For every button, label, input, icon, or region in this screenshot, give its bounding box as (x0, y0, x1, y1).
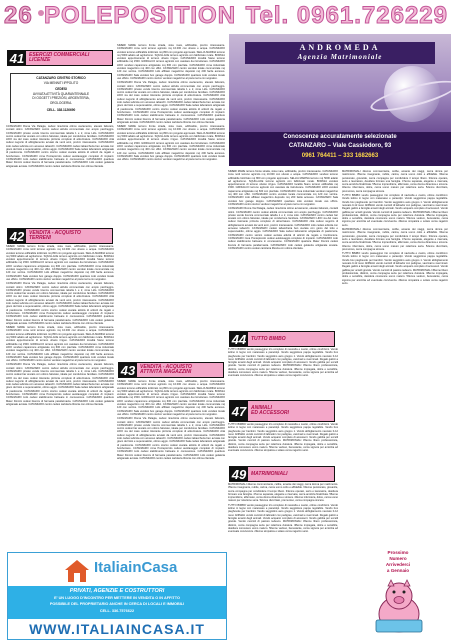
classifieds-column-3a (228, 170, 338, 328)
next-issue-line: Arrivederci (385, 562, 411, 567)
classified-text: SIMERI MARE terreno fronte strada, vista mare, edificabile, prezzo interessante. CATANZARO zona nord terreno agricolo mq 10.000 con uliveto e acqua. CATANZARO vendesi terreno edificabile lottizzato mq 800 con progetto approvato. SELLIA MARINA terreno mq 5000 adatto ad agriturismo. SQUILLACE terreno agricolo con fabbricato rurale. BORGIA vendesi appezzamento di terreno uliveto irriguo. CATANZARO località Siano terreno edificabile mq 1500. GIRIFALCO terreno agricolo con casolare da ristrutturare. CATANZARO LIDO vendesi capannone artigianale mq 600 con piazzale. CATANZARO zona industriale vendesi magazzino mq 400 con uffici. CATANZARO centro vendesi locale commerciale mq 120 con vetrine. CATANZARO Lido affittasi magazzino deposito mq 200 facile accesso. CATANZARO Sala vendesi box garage doppio. CATANZARO quartiere Lido vendesi locale uso ufficio. CATANZARO centro storico vendesi magazzino al piano terra con soppalco. (117, 125, 225, 162)
page-header (0, 0, 454, 30)
andromeda-name: ANDROMEDA (299, 43, 381, 52)
classifieds-column-3c (228, 423, 338, 463)
classified-text: SIMERI MARE terreno fronte strada, vista mare, edificabile, prezzo interessante. CATANZARO zona nord terreno agricolo mq 10.000 con uliveto e acqua. CATANZARO vendesi terreno edificabile lottizzato mq 800 con progetto approvato. SELLIA MARINA terreno mq 5000 adatto ad agriturismo. SQUILLACE terreno agricolo con fabbricato rurale. BORGIA vendesi appezzamento di terreno uliveto irriguo. CATANZARO località Siano terreno edificabile mq 1500. GIRIFALCO terreno agricolo con casolare da ristrutturare. CATANZARO LIDO vendesi capannone artigianale mq 600 con piazzale. CATANZARO zona industriale vendesi magazzino mq 400 con uffici. CATANZARO centro vendesi locale commerciale mq 120 con vetrine. CATANZARO Lido affittasi magazzino deposito mq 200 facile accesso. CATANZARO Sala vendesi box garage doppio. CATANZARO quartiere Lido vendesi locale uso ufficio. CATANZARO centro storico vendesi magazzino al piano terra con soppalco. (117, 44, 225, 80)
next-issue-line: Prossimo (387, 550, 409, 555)
classified-text: TUTTO BIMBO vendo passeggino trio completo di navicella e ovetto, ottime condizioni. Vendo lettino in legno con materasso e paracolpi. Vendo seggiolone pappa regolabile. Vendo box pieghevole per bambini. Vendo seggiolino auto gruppo 1. Vendo abbigliamento neonato 0-12 mesi. ANIMALI vendo cuccioli di labrador con pedigree, vaccinati e sverminati. Regalo gattini a famiglie amanti degli animali. Vendo acquario completo di accessori. Vendo gabbia per uccelli grande. Vendo cuccioli di pastore tedesco. MATRIMONIALI 45enne libero professionista, distinto, cerca compagna seria per relazione duratura. 38enne impiegata, dolce e sensibile, desidera conoscere uomo maturo. 50enne vedovo, benestante, cerca signora per amicizia ed eventuale convivenza. 29enne simpatica e solare cerca ragazzo serio. (342, 194, 448, 227)
classifieds-column-2b (117, 380, 225, 548)
section-header-44 (229, 331, 335, 347)
page-title: POLEPOSITION (44, 2, 237, 29)
andromeda-phone: 0961 764411 – 333 1682663 (301, 153, 379, 159)
section-label: MATRIMONIALI (248, 467, 334, 481)
andromeda-subtitle: Agenzia Matrimoniale (297, 53, 383, 61)
classified-text: SIMERI MARE terreno fronte strada, vista mare, edificabile, prezzo interessante. CATANZARO zona nord terreno agricolo mq 10.000 con uliveto e acqua. CATANZARO vendesi terreno edificabile lottizzato mq 800 con progetto approvato. SELLIA MARINA terreno mq 5000 adatto ad agriturismo. SQUILLACE terreno agricolo con fabbricato rurale. BORGIA vendesi appezzamento di terreno uliveto irriguo. CATANZARO località Siano terreno edificabile mq 1500. GIRIFALCO terreno agricolo con casolare da ristrutturare. CATANZARO LIDO vendesi capannone artigianale mq 600 con piazzale. CATANZARO zona industriale vendesi magazzino mq 400 con uffici. CATANZARO centro vendesi locale commerciale mq 120 con vetrine. CATANZARO Lido affittasi magazzino deposito mq 200 facile accesso. CATANZARO Sala vendesi box garage doppio. CATANZARO quartiere Lido vendesi locale uso ufficio. CATANZARO centro storico vendesi magazzino al piano terra con soppalco. (6, 326, 114, 363)
box-ad-line: AVVIATA ATTIVITÀ QUARANTENNALE (32, 91, 90, 96)
italiaincasa-band-title: PRIVATI, AGENZIE E COSTRUTTORI (69, 588, 165, 594)
section-label: TUTTO BIMBO (248, 332, 334, 346)
italiaincasa-url[interactable]: WWW.ITALIAINCASA.IT (29, 621, 205, 637)
classified-text: SIMERI MARE terreno fronte strada, vista mare, edificabile, prezzo interessante. CATANZARO zona nord terreno agricolo mq 10.000 con uliveto e acqua. CATANZARO vendesi terreno edificabile lottizzato mq 800 con progetto approvato. SELLIA MARINA terreno mq 5000 adatto ad agriturismo. SQUILLACE terreno agricolo con fabbricato rurale. BORGIA vendesi appezzamento di terreno uliveto irriguo. CATANZARO località Siano terreno edificabile mq 1500. GIRIFALCO terreno agricolo con casolare da ristrutturare. CATANZARO LIDO vendesi capannone artigianale mq 600 con piazzale. CATANZARO zona industriale vendesi magazzino mq 400 con uffici. CATANZARO centro vendesi locale commerciale mq 120 con vetrine. CATANZARO Lido affittasi magazzino deposito mq 200 facile accesso. CATANZARO Sala vendesi box garage doppio. CATANZARO quartiere Lido vendesi locale uso ufficio. CATANZARO centro storico vendesi magazzino al piano terra con soppalco. (6, 245, 114, 281)
classified-text: CATANZARO Roma Via Palagia, cedesi ricevitoria ottimo avviamento, elevato fatturato, contatti ottimi. CATANZARO centro cedesi attività commerciale con ampio parcheggio. CATANZARO privato vende licenza commerciale tabella 1 e 2, zona Lido. CATANZARO centro cedesi bar avviato con ottimo fatturato, ideale per conduzione familiare. CATANZARO LIDO via del mare cedesi ristorante pizzeria completo di attrezzature. CATANZARO città cedesi negozio di abbigliamento avviato da venti anni, prezzo interessante. CATANZARO Lido cedesi edicola con annesso tabacchi. CATANZARO cedesi tabaccheria ben avviata con gioco del lotto e superenalotto, ottimo aggio. CATANZARO Sala cedesi laboratorio artigianale di pasticceria. CATANZARO centro storico cedesi avviata attività di articoli da regalo e bomboniere. CATANZARO zona Pontepiccolo cedesi autolavaggio completo di impianti. CATANZARO Lido cedesi stabilimento balneare in concessione. CATANZARO quartiere Mater Domini cedesi licenza di farmacia parafarmacia. CATANZARO Lido cedesi gelateria artigianale avviata. CATANZARO centro cedesi cartoleria libreria con ottima clientela. (117, 417, 225, 460)
classified-text: CATANZARO Roma Via Palagia, cedesi ricevitoria ottimo avviamento, elevato fatturato, contatti ottimi. CATANZARO centro cedesi attività commerciale con ampio parcheggio. CATANZARO privato vende licenza commerciale tabella 1 e 2, zona Lido. CATANZARO centro cedesi bar avviato con ottimo fatturato, ideale per conduzione familiare. CATANZARO LIDO via del mare cedesi ristorante pizzeria completo di attrezzature. CATANZARO città cedesi negozio di abbigliamento avviato da venti anni, prezzo interessante. CATANZARO Lido cedesi edicola con annesso tabacchi. CATANZARO cedesi tabaccheria ben avviata con gioco del lotto e superenalotto, ottimo aggio. CATANZARO Sala cedesi laboratorio artigianale di pasticceria. CATANZARO centro storico cedesi avviata attività di articoli da regalo e bomboniere. CATANZARO zona Pontepiccolo cedesi autolavaggio completo di impianti. CATANZARO Lido cedesi stabilimento balneare in concessione. CATANZARO quartiere Mater Domini cedesi licenza di farmacia parafarmacia. CATANZARO Lido cedesi gelateria artigianale avviata. CATANZARO centro cedesi cartoleria libreria con ottima clientela. (6, 363, 114, 406)
italiaincasa-band-line: CELL. 336.7576622 (99, 609, 135, 613)
box-ad-line: OROLOGERIA. (49, 100, 73, 105)
classifieds-column-3b (228, 348, 338, 398)
italiaincasa-band-line: POSSIBILE DEL PROPRIETARIO ANCHE IN CERCA DI LOCALI E IMMOBILI (49, 602, 185, 606)
classifieds-column-1a (6, 125, 114, 225)
next-issue-box (346, 548, 450, 638)
classified-text: CATANZARO Roma Via Palagia, cedesi ricevitoria ottimo avviamento, elevato fatturato, contatti ottimi. CATANZARO centro cedesi attività commerciale con ampio parcheggio. CATANZARO privato vende licenza commerciale tabella 1 e 2, zona Lido. CATANZARO centro cedesi bar avviato con ottimo fatturato, ideale per conduzione familiare. CATANZARO LIDO via del mare cedesi ristorante pizzeria completo di attrezzature. CATANZARO città cedesi negozio di abbigliamento avviato da venti anni, prezzo interessante. CATANZARO Lido cedesi edicola con annesso tabacchi. CATANZARO cedesi tabaccheria ben avviata con gioco del lotto e superenalotto, ottimo aggio. CATANZARO Sala cedesi laboratorio artigianale di pasticceria. CATANZARO centro storico cedesi avviata attività di articoli da regalo e bomboniere. CATANZARO zona Pontepiccolo cedesi autolavaggio completo di impianti. CATANZARO Lido cedesi stabilimento balneare in concessione. CATANZARO quartiere Mater Domini cedesi licenza di farmacia parafarmacia. CATANZARO Lido cedesi gelateria artigianale avviata. CATANZARO centro cedesi cartoleria libreria con ottima clientela. (228, 207, 338, 250)
classifieds-column-3d (228, 483, 338, 638)
section-label: VENDITA - ACQUISTO TERRENI (26, 229, 112, 243)
andromeda-tagline: Conoscenze accuratamente selezionate (283, 134, 397, 140)
header-phone: Tel. 0961.726229 (245, 2, 448, 29)
box-ad-line: DI OGGETTI PREZIOSI, ARGENTERIA, (32, 96, 90, 101)
classified-text: CATANZARO Roma Via Palagia, cedesi ricevitoria ottimo avviamento, elevato fatturato, contatti ottimi. CATANZARO centro cedesi attività commerciale con ampio parcheggio. CATANZARO privato vende licenza commerciale tabella 1 e 2, zona Lido. CATANZARO centro cedesi bar avviato con ottimo fatturato, ideale per conduzione familiare. CATANZARO LIDO via del mare cedesi ristorante pizzeria completo di attrezzature. CATANZARO città cedesi negozio di abbigliamento avviato da venti anni, prezzo interessante. CATANZARO Lido cedesi edicola con annesso tabacchi. CATANZARO cedesi tabaccheria ben avviata con gioco del lotto e superenalotto, ottimo aggio. CATANZARO Sala cedesi laboratorio artigianale di pasticceria. CATANZARO centro storico cedesi avviata attività di articoli da regalo e bomboniere. CATANZARO zona Pontepiccolo cedesi autolavaggio completo di impianti. CATANZARO Lido cedesi stabilimento balneare in concessione. CATANZARO quartiere Mater Domini cedesi licenza di farmacia parafarmacia. CATANZARO Lido cedesi gelateria artigianale avviata. CATANZARO centro cedesi cartoleria libreria con ottima clientela. (6, 125, 114, 168)
section-number: 49 (231, 466, 247, 482)
classified-text: TUTTO BIMBO vendo passeggino trio completo di navicella e ovetto, ottime condizioni. Vendo lettino in legno con materasso e paracolpi. Vendo seggiolone pappa regolabile. Vendo box pieghevole per bambini. Vendo seggiolino auto gruppo 1. Vendo abbigliamento neonato 0-12 mesi. ANIMALI vendo cuccioli di labrador con pedigree, vaccinati e sverminati. Regalo gattini a famiglie amanti degli animali. Vendo acquario completo di accessori. Vendo gabbia per uccelli grande. Vendo cuccioli di pastore tedesco. MATRIMONIALI 45enne libero professionista, distinto, cerca compagna seria per relazione duratura. 38enne impiegata, dolce e sensibile, desidera conoscere uomo maturo. 50enne vedovo, benestante, cerca signora per amicizia ed eventuale convivenza. 29enne simpatica e solare cerca ragazzo serio. (342, 252, 448, 285)
classifieds-column-4 (342, 170, 448, 544)
classified-text: TUTTO BIMBO vendo passeggino trio completo di navicella e ovetto, ottime condizioni. Vendo lettino in legno con materasso e paracolpi. Vendo seggiolone pappa regolabile. Vendo box pieghevole per bambini. Vendo seggiolino auto gruppo 1. Vendo abbigliamento neonato 0-12 mesi. ANIMALI vendo cuccioli di labrador con pedigree, vaccinati e sverminati. Regalo gattini a famiglie amanti degli animali. Vendo acquario completo di accessori. Vendo gabbia per uccelli grande. Vendo cuccioli di pastore tedesco. MATRIMONIALI 45enne libero professionista, distinto, cerca compagna seria per relazione duratura. 38enne impiegata, dolce e sensibile, desidera conoscere uomo maturo. 50enne vedovo, benestante, cerca signora per amicizia ed eventuale convivenza. 29enne simpatica e solare cerca ragazzo serio. (228, 503, 338, 534)
box-ad-line: CATANZARO CENTRO STORICO (36, 76, 86, 80)
andromeda-address: CATANZARO – Viale Cassiodoro, 93 (288, 143, 392, 149)
box-ad-line: VIA MENNITI IPPOLITO (43, 80, 79, 85)
section-header-42 (7, 228, 113, 244)
classified-text: TUTTO BIMBO vendo passeggino trio completo di navicella e ovetto, ottime condizioni. Vendo lettino in legno con materasso e paracolpi. Vendo seggiolone pappa regolabile. Vendo box pieghevole per bambini. Vendo seggiolino auto gruppo 1. Vendo abbigliamento neonato 0-12 mesi. ANIMALI vendo cuccioli di labrador con pedigree, vaccinati e sverminati. Regalo gattini a famiglie amanti degli animali. Vendo acquario completo di accessori. Vendo gabbia per uccelli grande. Vendo cuccioli di pastore tedesco. MATRIMONIALI 45enne libero professionista, distinto, cerca compagna seria per relazione duratura. 38enne impiegata, dolce e sensibile, desidera conoscere uomo maturo. 50enne vedovo, benestante, cerca signora per amicizia ed eventuale convivenza. 29enne simpatica e solare cerca ragazzo serio. (228, 348, 338, 378)
section-number: 44 (231, 331, 247, 347)
section-header-49 (229, 466, 335, 482)
classifieds-column-1b (6, 245, 114, 548)
section-header-43 (118, 362, 224, 378)
classified-text: CATANZARO Roma Via Palagia, cedesi ricevitoria ottimo avviamento, elevato fatturato, contatti ottimi. CATANZARO centro cedesi attività commerciale con ampio parcheggio. CATANZARO privato vende licenza commerciale tabella 1 e 2, zona Lido. CATANZARO centro cedesi bar avviato con ottimo fatturato, ideale per conduzione familiare. CATANZARO LIDO via del mare cedesi ristorante pizzeria completo di attrezzature. CATANZARO città cedesi negozio di abbigliamento avviato da venti anni, prezzo interessante. CATANZARO Lido cedesi edicola con annesso tabacchi. CATANZARO cedesi tabaccheria ben avviata con gioco del lotto e superenalotto, ottimo aggio. CATANZARO Sala cedesi laboratorio artigianale di pasticceria. CATANZARO centro storico cedesi avviata attività di articoli da regalo e bomboniere. CATANZARO zona Pontepiccolo cedesi autolavaggio completo di impianti. CATANZARO Lido cedesi stabilimento balneare in concessione. CATANZARO quartiere Mater Domini cedesi licenza di farmacia parafarmacia. CATANZARO Lido cedesi gelateria artigianale avviata. CATANZARO centro cedesi cartoleria libreria con ottima clientela. (6, 282, 114, 325)
next-issue-line: Numero (389, 556, 407, 561)
section-header-47 (229, 400, 335, 422)
classified-text: MATRIMONIALI 42enne commerciante, celibe, amante dei viaggi, cerca donna per matrimonio. 35enne insegnante, nubile, carina, cerca uomo colto e affidabile. 60enne pensionato, giovanile, cerca compagna per condividere il tempo libero. 33enne operaio, serio e lavoratore, desidera formare una famiglia. 47enne separata, elegante e riservata, cerca amicizia finalizzata. 55enne imprenditore, affermato, cerca donna dinamica e sincera. 40enne infermiera, dolce, cerca uomo maturo per relazione seria. 52enne divorziato, premuroso, cerca compagna sincera. (228, 483, 338, 503)
section-label: VENDITA - ACQUISTO ATTIVITÀ MAGAZZINI (137, 363, 223, 377)
cartoon-pig-icon (368, 576, 430, 636)
italiaincasa-logo: ItaliainCasa (94, 559, 178, 576)
italiaincasa-band-line: E' UN LUOGO D'INCONTRO PER METTERE IN VENDITA O IN AFFITTO (54, 596, 180, 600)
next-issue-line: a Gennaio (386, 568, 410, 573)
classified-text: SIMERI MARE terreno fronte strada, vista mare, edificabile, prezzo interessante. CATANZARO zona nord terreno agricolo mq 10.000 con uliveto e acqua. CATANZARO vendesi terreno edificabile lottizzato mq 800 con progetto approvato. SELLIA MARINA terreno mq 5000 adatto ad agriturismo. SQUILLACE terreno agricolo con fabbricato rurale. BORGIA vendesi appezzamento di terreno uliveto irriguo. CATANZARO località Siano terreno edificabile mq 1500. GIRIFALCO terreno agricolo con casolare da ristrutturare. CATANZARO LIDO vendesi capannone artigianale mq 600 con piazzale. CATANZARO zona industriale vendesi magazzino mq 400 con uffici. CATANZARO centro vendesi locale commerciale mq 120 con vetrine. CATANZARO Lido affittasi magazzino deposito mq 200 facile accesso. CATANZARO Sala vendesi box garage doppio. CATANZARO quartiere Lido vendesi locale uso ufficio. CATANZARO centro storico vendesi magazzino al piano terra con soppalco. (117, 380, 225, 416)
box-ad-line: CEDESI (55, 87, 67, 92)
classified-text: MATRIMONIALI 42enne commerciante, celibe, amante dei viaggi, cerca donna per matrimonio. 35enne insegnante, nubile, carina, cerca uomo colto e affidabile. 60enne pensionato, giovanile, cerca compagna per condividere il tempo libero. 33enne operaio, serio e lavoratore, desidera formare una famiglia. 47enne separata, elegante e riservata, cerca amicizia finalizzata. 55enne imprenditore, affermato, cerca donna dinamica e sincera. 40enne infermiera, dolce, cerca uomo maturo per relazione seria. 52enne divorziato, premuroso, cerca compagna sincera. (342, 170, 448, 193)
classified-text: CATANZARO Roma Via Palagia, cedesi ricevitoria ottimo avviamento, elevato fatturato, contatti ottimi. CATANZARO centro cedesi attività commerciale con ampio parcheggio. CATANZARO privato vende licenza commerciale tabella 1 e 2, zona Lido. CATANZARO centro cedesi bar avviato con ottimo fatturato, ideale per conduzione familiare. CATANZARO LIDO via del mare cedesi ristorante pizzeria completo di attrezzature. CATANZARO città cedesi negozio di abbigliamento avviato da venti anni, prezzo interessante. CATANZARO Lido cedesi edicola con annesso tabacchi. CATANZARO cedesi tabaccheria ben avviata con gioco del lotto e superenalotto, ottimo aggio. CATANZARO Sala cedesi laboratorio artigianale di pasticceria. CATANZARO centro storico cedesi avviata attività di articoli da regalo e bomboniere. CATANZARO zona Pontepiccolo cedesi autolavaggio completo di impianti. CATANZARO Lido cedesi stabilimento balneare in concessione. CATANZARO quartiere Mater Domini cedesi licenza di farmacia parafarmacia. CATANZARO Lido cedesi gelateria artigianale avviata. CATANZARO centro cedesi cartoleria libreria con ottima clientela. (117, 81, 225, 124)
page-number: 26 (4, 2, 33, 29)
andromeda-ad (229, 34, 451, 166)
classified-text: SIMERI MARE terreno fronte strada, vista mare, edificabile, prezzo interessante. CATANZARO zona nord terreno agricolo mq 10.000 con uliveto e acqua. CATANZARO vendesi terreno edificabile lottizzato mq 800 con progetto approvato. SELLIA MARINA terreno mq 5000 adatto ad agriturismo. SQUILLACE terreno agricolo con fabbricato rurale. BORGIA vendesi appezzamento di terreno uliveto irriguo. CATANZARO località Siano terreno edificabile mq 1500. GIRIFALCO terreno agricolo con casolare da ristrutturare. CATANZARO LIDO vendesi capannone artigianale mq 600 con piazzale. CATANZARO zona industriale vendesi magazzino mq 400 con uffici. CATANZARO centro vendesi locale commerciale mq 120 con vetrine. CATANZARO Lido affittasi magazzino deposito mq 200 facile accesso. CATANZARO Sala vendesi box garage doppio. CATANZARO quartiere Lido vendesi locale uso ufficio. CATANZARO centro storico vendesi magazzino al piano terra con soppalco. (228, 170, 338, 206)
classifieds-column-2a (117, 44, 225, 364)
italiaincasa-ad (7, 552, 227, 640)
section-header-41 (7, 50, 113, 66)
section-number: 47 (230, 401, 248, 421)
section-label: ESERCIZI COMMERCIALI LICENZE (26, 51, 112, 65)
section-number: 43 (120, 362, 136, 378)
box-ad-catanzaro (10, 73, 112, 123)
house-icon (64, 559, 90, 583)
section-label: ANIMALI ED ACCESSORI (248, 401, 334, 421)
box-ad-line: CELL. 338.1126690 (46, 107, 76, 112)
section-number: 42 (9, 228, 25, 244)
classified-text: MATRIMONIALI 42enne commerciante, celibe, amante dei viaggi, cerca donna per matrimonio. 35enne insegnante, nubile, carina, cerca uomo colto e affidabile. 60enne pensionato, giovanile, cerca compagna per condividere il tempo libero. 33enne operaio, serio e lavoratore, desidera formare una famiglia. 47enne separata, elegante e riservata, cerca amicizia finalizzata. 55enne imprenditore, affermato, cerca donna dinamica e sincera. 40enne infermiera, dolce, cerca uomo maturo per relazione seria. 52enne divorziato, premuroso, cerca compagna sincera. (342, 228, 448, 251)
classified-text: TUTTO BIMBO vendo passeggino trio completo di navicella e ovetto, ottime condizioni. Vendo lettino in legno con materasso e paracolpi. Vendo seggiolone pappa regolabile. Vendo box pieghevole per bambini. Vendo seggiolino auto gruppo 1. Vendo abbigliamento neonato 0-12 mesi. ANIMALI vendo cuccioli di labrador con pedigree, vaccinati e sverminati. Regalo gattini a famiglie amanti degli animali. Vendo acquario completo di accessori. Vendo gabbia per uccelli grande. Vendo cuccioli di pastore tedesco. MATRIMONIALI 45enne libero professionista, distinto, cerca compagna seria per relazione duratura. 38enne impiegata, dolce e sensibile, desidera conoscere uomo maturo. 50enne vedovo, benestante, cerca signora per amicizia ed eventuale convivenza. 29enne simpatica e solare cerca ragazzo serio. (228, 423, 338, 453)
section-number: 41 (9, 50, 25, 66)
